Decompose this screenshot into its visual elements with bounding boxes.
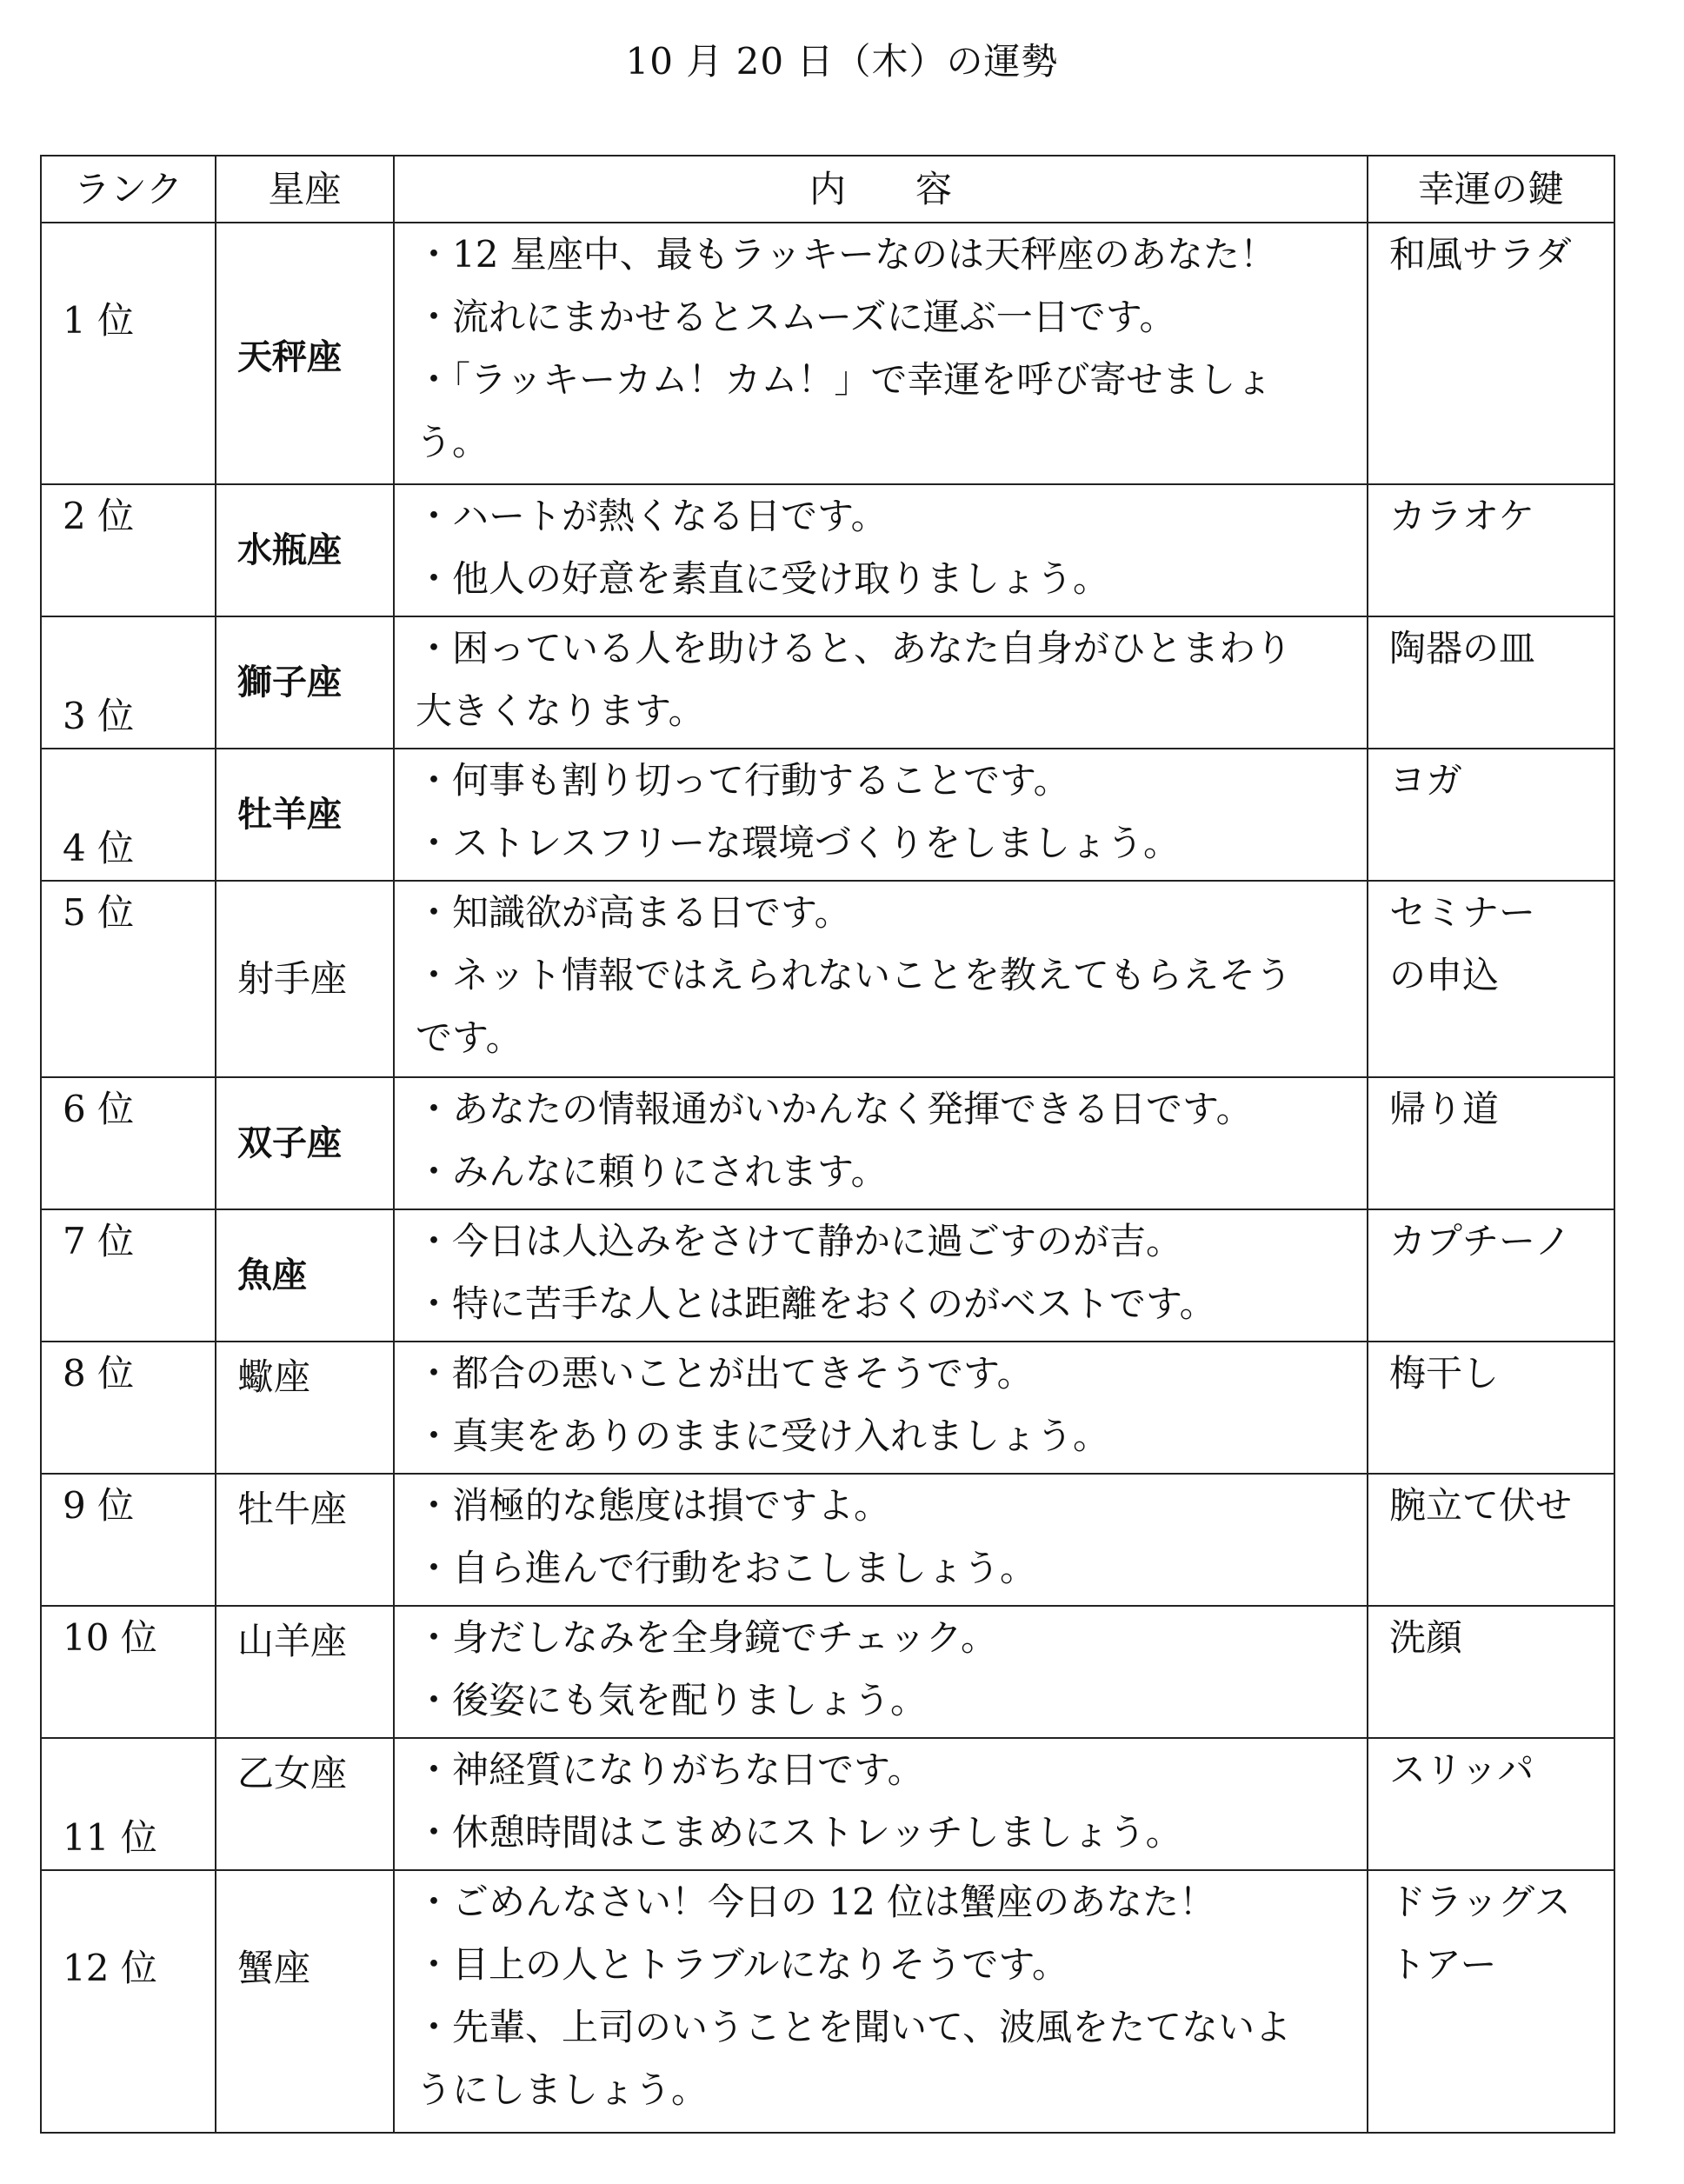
key-cell: 帰り道 bbox=[1368, 1077, 1614, 1209]
content-line: ・神経質になりがちな日です。 bbox=[416, 1748, 924, 1791]
content-line: です。 bbox=[416, 1016, 523, 1059]
table-row bbox=[41, 1606, 1614, 1738]
content-line: ・今日は人込みをさけて静かに過ごすのが吉。 bbox=[416, 1220, 1183, 1262]
content-line: ・後姿にも気を配りましょう。 bbox=[416, 1679, 928, 1721]
rank-cell: 8 位 bbox=[41, 1342, 216, 1474]
rank-cell: 10 位 bbox=[41, 1606, 216, 1738]
content-cell bbox=[394, 1342, 1368, 1474]
content-line: ・12 星座中、最もラッキーなのは天秤座のあなた！ bbox=[416, 233, 1276, 276]
content-cell bbox=[394, 616, 1368, 749]
key-cell: 腕立て伏せ bbox=[1368, 1474, 1614, 1606]
key-cell: セミナーの申込 bbox=[1368, 881, 1614, 1077]
content-line: ・ごめんなさい！今日の 12 位は蟹座のあなた！ bbox=[416, 1881, 1216, 1923]
table-row bbox=[41, 1870, 1614, 2133]
header-content: 内容 bbox=[394, 156, 1368, 223]
content-line: ・目上の人とトラブルになりそうです。 bbox=[416, 1943, 1068, 1986]
content-line: ・ネット情報ではえられないことを教えてもらえそう bbox=[416, 954, 1293, 996]
rank-cell: 7 位 bbox=[41, 1209, 216, 1342]
table-header-row bbox=[41, 156, 1614, 223]
content-line: ・自ら進んで行動をおこしましょう。 bbox=[416, 1547, 1037, 1589]
content-cell bbox=[394, 881, 1368, 1077]
key-cell: カプチーノ bbox=[1368, 1209, 1614, 1342]
content-cell bbox=[394, 1474, 1368, 1606]
content-line: ・流れにまかせるとスムーズに運ぶ一日です。 bbox=[416, 296, 1176, 338]
content-line: ・他人の好意を素直に受け取りましょう。 bbox=[416, 557, 1110, 600]
sign-cell: 乙女座 bbox=[216, 1738, 394, 1870]
table-row bbox=[41, 881, 1614, 1077]
content-line: ・知識欲が高まる日です。 bbox=[416, 891, 851, 934]
content-line: 大きくなります。 bbox=[416, 689, 705, 732]
key-cell: ドラッグストアー bbox=[1368, 1870, 1614, 2133]
content-line: ・休憩時間はこまめにストレッチしましょう。 bbox=[416, 1811, 1182, 1854]
content-line: ・あなたの情報通がいかんなく発揮できる日です。 bbox=[416, 1088, 1253, 1130]
sign-cell: 射手座 bbox=[216, 881, 394, 1077]
rank-cell: 9 位 bbox=[41, 1474, 216, 1606]
table-row bbox=[41, 484, 1614, 616]
content-line: ・「ラッキーカム！カム！」で幸運を呼び寄せましょ bbox=[416, 358, 1273, 401]
page-title: 10 月 20 日（木）の運勢 bbox=[625, 40, 1059, 83]
header-rank: ランク bbox=[41, 156, 216, 223]
content-line: ・身だしなみを全身鏡でチェック。 bbox=[416, 1616, 998, 1659]
content-line: ・みんなに頼りにされます。 bbox=[416, 1150, 888, 1193]
rank-cell: 4 位 bbox=[41, 749, 216, 881]
content-line: う。 bbox=[416, 421, 489, 463]
rank-cell: 12 位 bbox=[41, 1870, 216, 2133]
fortune-table bbox=[40, 155, 1615, 2134]
key-cell: 和風サラダ bbox=[1368, 223, 1614, 484]
content-line: ・先輩、上司のいうことを聞いて、波風をたてないよ bbox=[416, 2006, 1292, 2048]
content-cell bbox=[394, 1209, 1368, 1342]
content-line: ・特に苦手な人とは距離をおくのがベストです。 bbox=[416, 1282, 1216, 1325]
table-row bbox=[41, 223, 1614, 484]
table-row bbox=[41, 1209, 1614, 1342]
content-line: ・都合の悪いことが出てきそうです。 bbox=[416, 1352, 1034, 1395]
sign-cell: 水瓶座 bbox=[216, 484, 394, 616]
content-cell bbox=[394, 749, 1368, 881]
content-line: うにしましょう。 bbox=[416, 2068, 709, 2111]
key-cell: 陶器の皿 bbox=[1368, 616, 1614, 749]
table-row bbox=[41, 1342, 1614, 1474]
key-cell: 洗顔 bbox=[1368, 1606, 1614, 1738]
key-cell: カラオケ bbox=[1368, 484, 1614, 616]
key-cell: ヨガ bbox=[1368, 749, 1614, 881]
sign-cell: 蠍座 bbox=[216, 1342, 394, 1474]
sign-cell: 牡牛座 bbox=[216, 1474, 394, 1606]
key-cell: スリッパ bbox=[1368, 1738, 1614, 1870]
header-key: 幸運の鍵 bbox=[1368, 156, 1614, 223]
content-cell bbox=[394, 484, 1368, 616]
content-line: ・真実をありのままに受け入れましょう。 bbox=[416, 1415, 1110, 1457]
table-row bbox=[41, 1474, 1614, 1606]
table-row bbox=[41, 749, 1614, 881]
content-line: ・困っている人を助けると、あなた自身がひとまわり bbox=[416, 627, 1293, 669]
content-cell bbox=[394, 1870, 1368, 2133]
sign-cell: 双子座 bbox=[216, 1077, 394, 1209]
table-row bbox=[41, 1738, 1614, 1870]
rank-cell: 2 位 bbox=[41, 484, 216, 616]
rank-cell: 5 位 bbox=[41, 881, 216, 1077]
content-cell bbox=[394, 1738, 1368, 1870]
content-cell bbox=[394, 1077, 1368, 1209]
sign-cell: 牡羊座 bbox=[216, 749, 394, 881]
rank-cell: 11 位 bbox=[41, 1738, 216, 1870]
content-line: ・何事も割り切って行動することです。 bbox=[416, 759, 1070, 802]
key-cell: 梅干し bbox=[1368, 1342, 1614, 1474]
rank-cell: 1 位 bbox=[41, 223, 216, 484]
table-row bbox=[41, 616, 1614, 749]
content-line: ・ハートが熱くなる日です。 bbox=[416, 495, 888, 537]
content-cell bbox=[394, 1606, 1368, 1738]
sign-cell: 魚座 bbox=[216, 1209, 394, 1342]
sign-cell: 蟹座 bbox=[216, 1870, 394, 2133]
rank-cell: 3 位 bbox=[41, 616, 216, 749]
table-row bbox=[41, 1077, 1614, 1209]
header-sign: 星座 bbox=[216, 156, 394, 223]
content-line: ・消極的な態度は損ですよ。 bbox=[416, 1484, 891, 1527]
content-cell bbox=[394, 223, 1368, 484]
rank-cell: 6 位 bbox=[41, 1077, 216, 1209]
sign-cell: 天秤座 bbox=[216, 223, 394, 484]
content-line: ・ストレスフリーな環境づくりをしましょう。 bbox=[416, 822, 1181, 864]
sign-cell: 山羊座 bbox=[216, 1606, 394, 1738]
sign-cell: 獅子座 bbox=[216, 616, 394, 749]
